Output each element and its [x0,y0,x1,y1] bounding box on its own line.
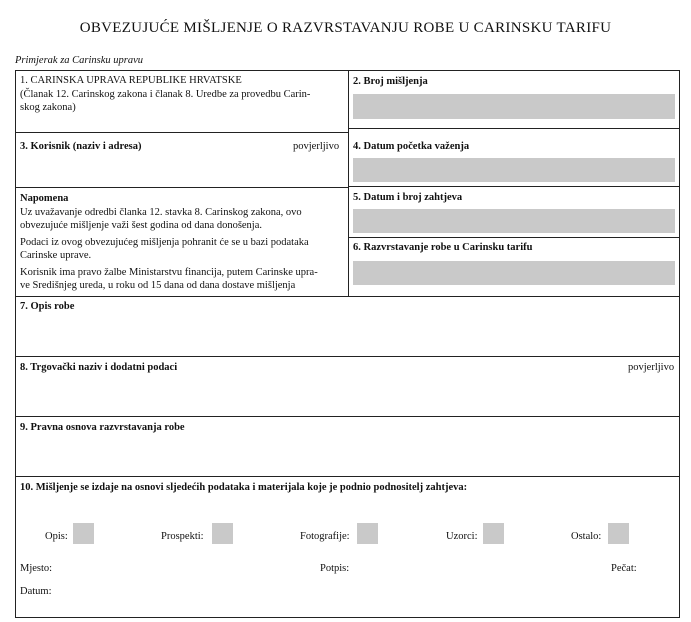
box-6-label: 6. Razvrstavanje robe u Carinsku tarifu [353,242,533,253]
rule-after-box9 [15,476,680,477]
option-other-checkbox[interactable] [608,523,629,544]
signature-label: Potpis: [320,563,350,574]
box-2-opinion-number-field[interactable] [353,94,675,119]
rule-left-after-box1 [15,132,348,133]
date-label: Datum: [20,586,52,597]
option-description-checkbox[interactable] [73,523,94,544]
box-2-label: 2. Broj mišljenja [353,76,428,87]
option-samples-checkbox[interactable] [483,523,504,544]
box-4-label: 4. Datum početka važenja [353,141,470,152]
box-1-customs-authority [20,74,345,114]
box-5-label: 5. Datum i broj zahtjeva [353,192,463,203]
note-heading: Napomena [20,193,69,204]
rule-right-after-box2 [348,128,680,129]
option-photographs-label: Fotografije: [300,531,350,542]
box-6-tariff-classification-field[interactable] [353,261,675,285]
rule-after-top-section [15,296,680,297]
box-8-label: 8. Trgovački naziv i dodatni podaci [20,362,178,373]
box-1-heading: 1. CARINSKA UPRAVA REPUBLIKE HRVATSKE [20,75,242,86]
box-3-label: 3. Korisnik (naziv i adresa) [20,141,142,152]
rule-left-after-box3 [15,187,348,188]
note-paragraph-1-line-2: obvezujuće mišljenje važi šest godina od dana donošenja. [20,220,263,231]
option-description-label: Opis: [45,531,68,542]
rule-right-after-box5 [348,237,680,238]
box-3-confidential-note: povjerljivo [293,141,340,152]
rule-right-after-box4 [348,186,680,187]
note-paragraph-3-line-2: ve Središnjeg ureda, u roku od 15 dana od dana dostave mišljenja [20,280,296,291]
note-paragraph-2-line-1: Podaci iz ovog obvezujućeg mišljenja pohranit će se u bazi podataka [20,237,309,248]
rule-after-box8 [15,416,680,417]
box-8-confidential-note: povjerljivo [628,362,675,373]
box-4-start-date-field[interactable] [353,158,675,182]
box-9-label: 9. Pravna osnova razvrstavanja robe [20,422,185,433]
option-brochures-checkbox[interactable] [212,523,233,544]
box-10-label: 10. Mišljenje se izdaje na osnovi sljedećih podataka i materijala koje je podnio podnositelj zahtjeva: [20,482,468,493]
option-photographs-checkbox[interactable] [357,523,378,544]
box-1-legal-basis-line-2: skog zakona) [20,102,76,113]
box-3-holder-field[interactable] [18,155,346,185]
option-samples-label: Uzorci: [446,531,478,542]
option-brochures-label: Prospekti: [161,531,204,542]
box-8-trade-name-field[interactable] [18,375,677,414]
column-divider [348,70,349,296]
form-title: OBVEZUJUĆE MIŠLJENJE O RAZVRSTAVANJU ROBE U CARINSKU TARIFU [79,20,612,36]
copy-designation: Primjerak za Carinsku upravu [15,55,144,66]
note-paragraph-2-line-2: Carinske uprave. [20,250,92,261]
rule-after-box7 [15,356,680,357]
box-5-application-field[interactable] [353,209,675,233]
box-9-legal-basis-field[interactable] [18,435,677,474]
place-label: Mjesto: [20,563,53,574]
note-section [20,192,346,292]
box-7-goods-description-field[interactable] [18,314,677,354]
stamp-label: Pečat: [611,563,637,574]
box-7-label: 7. Opis robe [20,301,75,312]
box-1-legal-basis-line-1: (Članak 12. Carinskog zakona i članak 8. Uredbe za provedbu Carin- [20,89,311,100]
note-paragraph-3-line-1: Korisnik ima pravo žalbe Ministarstvu financija, putem Carinske upra- [20,267,318,278]
note-paragraph-1-line-1: Uz uvažavanje odredbi članka 12. stavka 8. Carinskog zakona, ovo [20,207,302,218]
option-other-label: Ostalo: [571,531,602,542]
